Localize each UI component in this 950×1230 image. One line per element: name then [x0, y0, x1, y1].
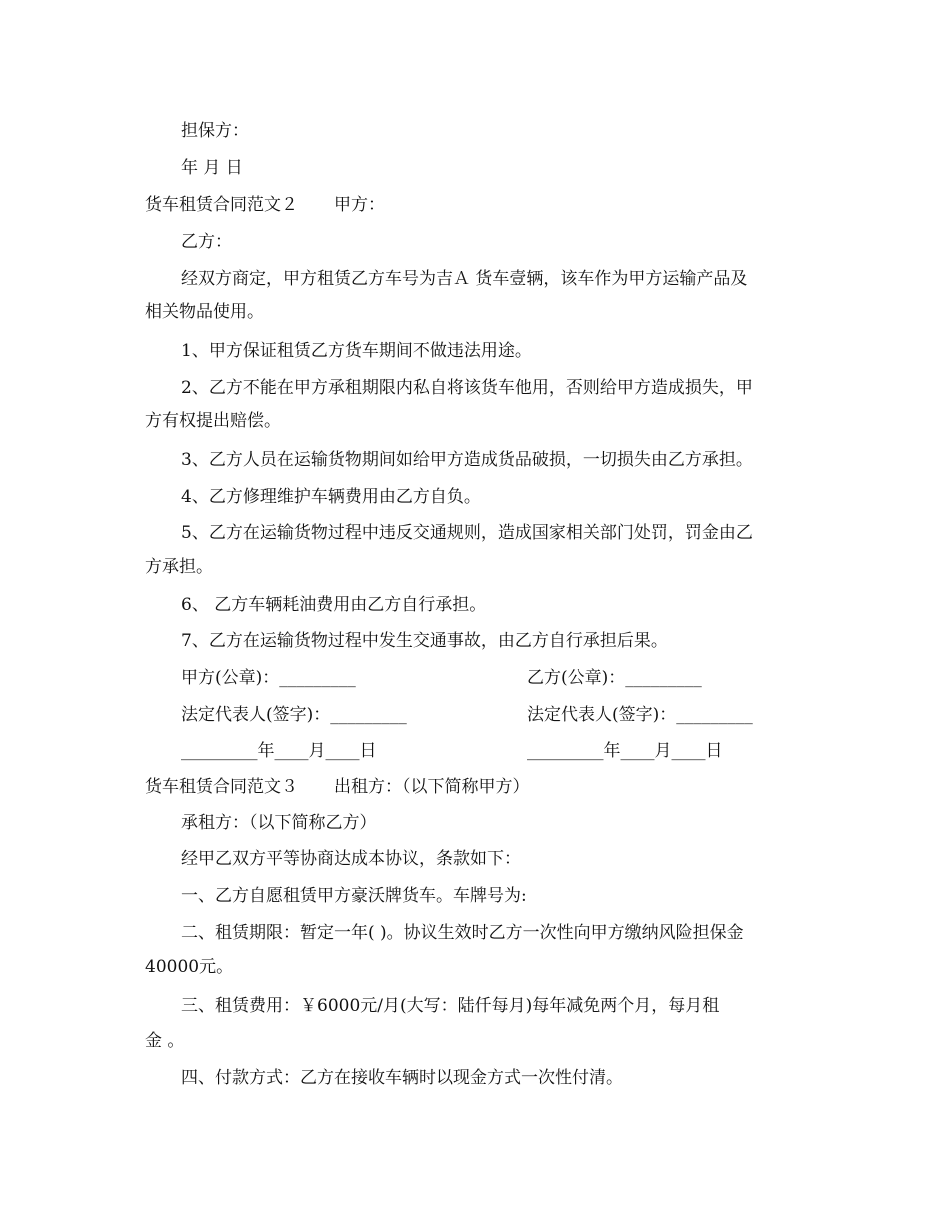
section2-party-a: 甲方：: [334, 195, 385, 215]
clause-1: 1、甲方保证租赁乙方货车期间不做违法用途。: [181, 341, 532, 361]
section3-clause-2-line1: 二、租赁期限：暂定一年( )。协议生效时乙方一次性向甲方缴纳风险担保金: [181, 923, 744, 943]
party-a-representative: 法定代表人(签字)：_________: [181, 705, 407, 725]
clause-2-line2: 方有权提出赔偿。: [145, 411, 281, 431]
section3-clause-3-line2: 金 。: [145, 1031, 185, 1051]
party-b-date: _________年____月____日: [527, 741, 723, 761]
party-b-seal: 乙方(公章)：_________: [527, 668, 702, 688]
guarantor-line: 担保方：: [181, 121, 249, 141]
section3-clause-4: 四、付款方式：乙方在接收车辆时以现金方式一次性付清。: [181, 1068, 623, 1088]
section2-party-b: 乙方：: [181, 232, 232, 252]
party-b-representative: 法定代表人(签字)：_________: [527, 705, 753, 725]
party-a-date: _________年____月____日: [181, 741, 377, 761]
section3-intro: 经甲乙双方平等协商达成本协议，条款如下：: [181, 849, 521, 869]
clause-6: 6、 乙方车辆耗油费用由乙方自行承担。: [181, 595, 487, 615]
section3-lessor: 出租方：（以下简称甲方）: [334, 777, 530, 797]
section2-intro-line1: 经双方商定，甲方租赁乙方车号为吉Ａ 货车壹辆，该车作为甲方运输产品及: [181, 269, 748, 289]
section3-clause-2-line2: 40000元。: [145, 957, 234, 977]
clause-4: 4、乙方修理维护车辆费用由乙方自负。: [181, 487, 481, 507]
clause-3: 3、乙方人员在运输货物期间如给甲方造成货品破损，一切损失由乙方承担。: [181, 450, 753, 470]
section2-heading-line: [145, 194, 815, 216]
clause-5-line2: 方承担。: [145, 557, 213, 577]
clause-5-line1: 5、乙方在运输货物过程中违反交通规则，造成国家相关部门处罚，罚金由乙: [181, 523, 753, 543]
section2-intro-line2: 相关物品使用。: [145, 302, 264, 322]
clause-7: 7、乙方在运输货物过程中发生交通事故，由乙方自行承担后果。: [181, 631, 668, 651]
party-a-seal: 甲方(公章)：_________: [181, 668, 356, 688]
clause-2-line1: 2、乙方不能在甲方承租期限内私自将该货车他用，否则给甲方造成损失，甲: [181, 378, 753, 398]
section3-clause-1: 一、乙方自愿租赁甲方豪沃牌货车。车牌号为:: [181, 886, 527, 906]
section3-lessee: 承租方：（以下简称乙方）: [181, 813, 377, 833]
date-line: 年 月 日: [181, 158, 243, 178]
section3-clause-3-line1: 三、租赁费用：￥6000元/月(大写：陆仟每月)每年减免两个月，每月租: [181, 996, 720, 1016]
section3-heading: 货车租赁合同范文３: [145, 777, 298, 797]
section2-heading: 货车租赁合同范文２: [145, 195, 298, 215]
section3-heading-line: [145, 776, 815, 798]
